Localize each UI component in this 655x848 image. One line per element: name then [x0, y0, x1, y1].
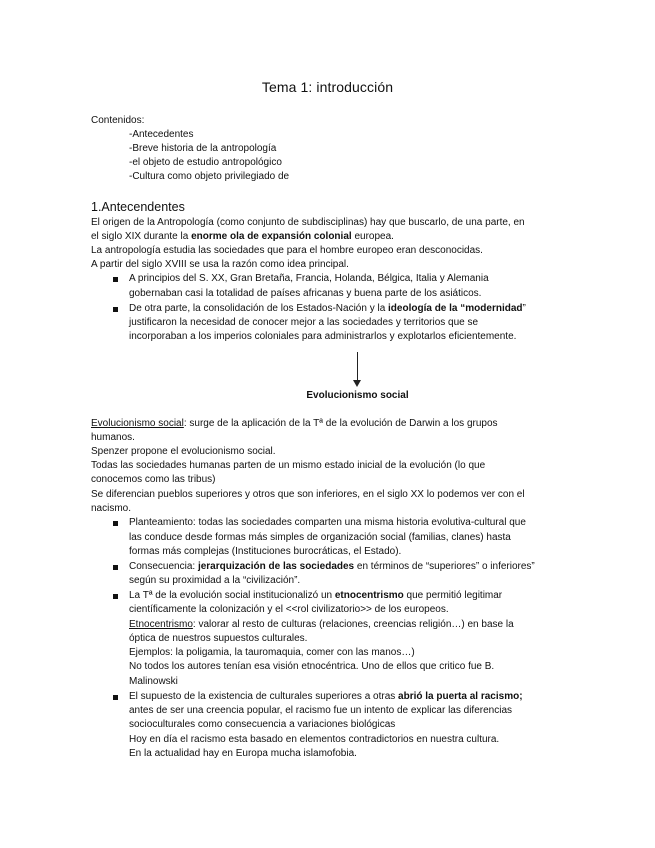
- bullet-text: justificaron la necesidad de conocer mejor a las sociedades y territorios que se: [129, 317, 479, 328]
- bullet-text: Malinowski: [129, 676, 178, 687]
- paragraph-line: humanos.: [91, 432, 135, 443]
- bullet-text: gobernaban casi la totalidad de países africanas y buena parte de los asiáticos.: [129, 288, 482, 299]
- bullet-text: Planteamiento: todas las sociedades comparten una misma historia evolutiva-cultural que: [129, 517, 526, 528]
- bullet-text: A principios del S. XX, Gran Bretaña, Francia, Holanda, Bélgica, Italia y Alemania: [129, 273, 489, 284]
- bullet-icon: [113, 277, 118, 282]
- bullet-text: El supuesto de la existencia de culturales superiores a otras abrió la puerta al racismo;: [129, 691, 523, 702]
- bullet-icon: [113, 594, 118, 599]
- bullet-text: óptica de nuestros supuestos culturales.: [129, 633, 308, 644]
- paragraph-line: el siglo XIX durante la enorme ola de expansión colonial europea.: [91, 231, 394, 242]
- bullet-text: No todos los autores tenían esa visión etnocéntrica. Uno de ellos que critico fue B.: [129, 661, 495, 672]
- bullet-text: Consecuencia: jerarquización de las sociedades en términos de “superiores” o inferiores”: [129, 561, 535, 572]
- paragraph-line: nacismo.: [91, 503, 132, 514]
- paragraph-line: Se diferencian pueblos superiores y otros que son inferiores, en el siglo XX lo podemos ver con el: [91, 489, 525, 500]
- contents-label: Contenidos:: [91, 115, 145, 126]
- paragraph-line: Spenzer propone el evolucionismo social.: [91, 446, 276, 457]
- bullet-text: Etnocentrismo: valorar al resto de culturas (relaciones, creencias religión…) en base la: [129, 619, 514, 630]
- bold-text: abrió la puerta al racismo;: [398, 691, 523, 702]
- underlined-term: Evolucionismo social: [91, 418, 184, 429]
- bold-text: jerarquización de las sociedades: [197, 561, 355, 572]
- bullet-text: Ejemplos: la poligamia, la tauromaquia, comer con las manos…): [129, 647, 415, 658]
- paragraph-line: El origen de la Antropología (como conjunto de subdisciplinas) hay que buscarlo, de una parte, en: [91, 217, 525, 228]
- bullet-text: antes de ser una creencia popular, el racismo fue un intento de explicar las diferencias: [129, 705, 513, 716]
- bullet-text: socioculturales como consecuencia a variaciones biológicas: [129, 719, 396, 730]
- paragraph-line: Todas las sociedades humanas parten de un mismo estado inicial de la evolución (lo que: [91, 460, 486, 471]
- bullet-text: De otra parte, la consolidación de los Estados-Nación y la ideología de la “modernidad”: [129, 303, 526, 314]
- arrow-head-icon: [353, 380, 361, 387]
- bullet-icon: [113, 521, 118, 526]
- paragraph-line: La antropología estudia las sociedades que para el hombre europeo eran desconocidas.: [91, 245, 483, 256]
- bold-text: ideología de la “modernidad: [388, 303, 523, 314]
- paragraph-line: Evolucionismo social: surge de la aplicación de la Tª de la evolución de Darwin a los grupos: [91, 418, 498, 429]
- subsection-heading: Evolucionismo social: [306, 390, 409, 401]
- contents-item: -Cultura como objeto privilegiado de: [129, 171, 290, 182]
- down-arrow-icon: [357, 352, 358, 383]
- bold-text: etnocentrismo: [334, 590, 404, 601]
- section-heading-antecedentes: 1.Antecendentes: [91, 200, 185, 214]
- contents-item: -Breve historia de la antropología: [129, 143, 277, 154]
- page-title: Tema 1: introducción: [261, 79, 394, 95]
- bullet-text: incorporaban a los imperios coloniales para administrarlos y explotarlos eficientemente.: [129, 331, 517, 342]
- contents-item: -Antecedentes: [129, 129, 194, 140]
- paragraph-line: A partir del siglo XVIII se usa la razón como idea principal.: [91, 259, 349, 270]
- bullet-text: formas más complejas (Instituciones burocráticas, el Estado).: [129, 546, 402, 557]
- paragraph-line: conocemos como las tribus): [91, 474, 216, 485]
- contents-item: -el objeto de estudio antropológico: [129, 157, 282, 168]
- underlined-term: Etnocentrismo: [129, 619, 193, 630]
- bullet-text: según su proximidad a la “civilización”.: [129, 575, 301, 586]
- bullet-text: Hoy en día el racismo esta basado en elementos contradictorios en nuestra cultura.: [129, 734, 500, 745]
- bullet-icon: [113, 565, 118, 570]
- bullet-text: La Tª de la evolución social institucionalizó un etnocentrismo que permitió legitimar: [129, 590, 503, 601]
- bold-text: enorme ola de expansión colonial: [191, 231, 352, 242]
- bullet-icon: [113, 307, 118, 312]
- bullet-text: En la actualidad hay en Europa mucha islamofobia.: [129, 748, 357, 759]
- bullet-text: las conduce desde formas más simples de organización social (familias, clanes) hasta: [129, 532, 511, 543]
- bullet-icon: [113, 695, 118, 700]
- bullet-text: científicamente la colonización y el <<rol civilizatorio>> de los europeos.: [129, 604, 449, 615]
